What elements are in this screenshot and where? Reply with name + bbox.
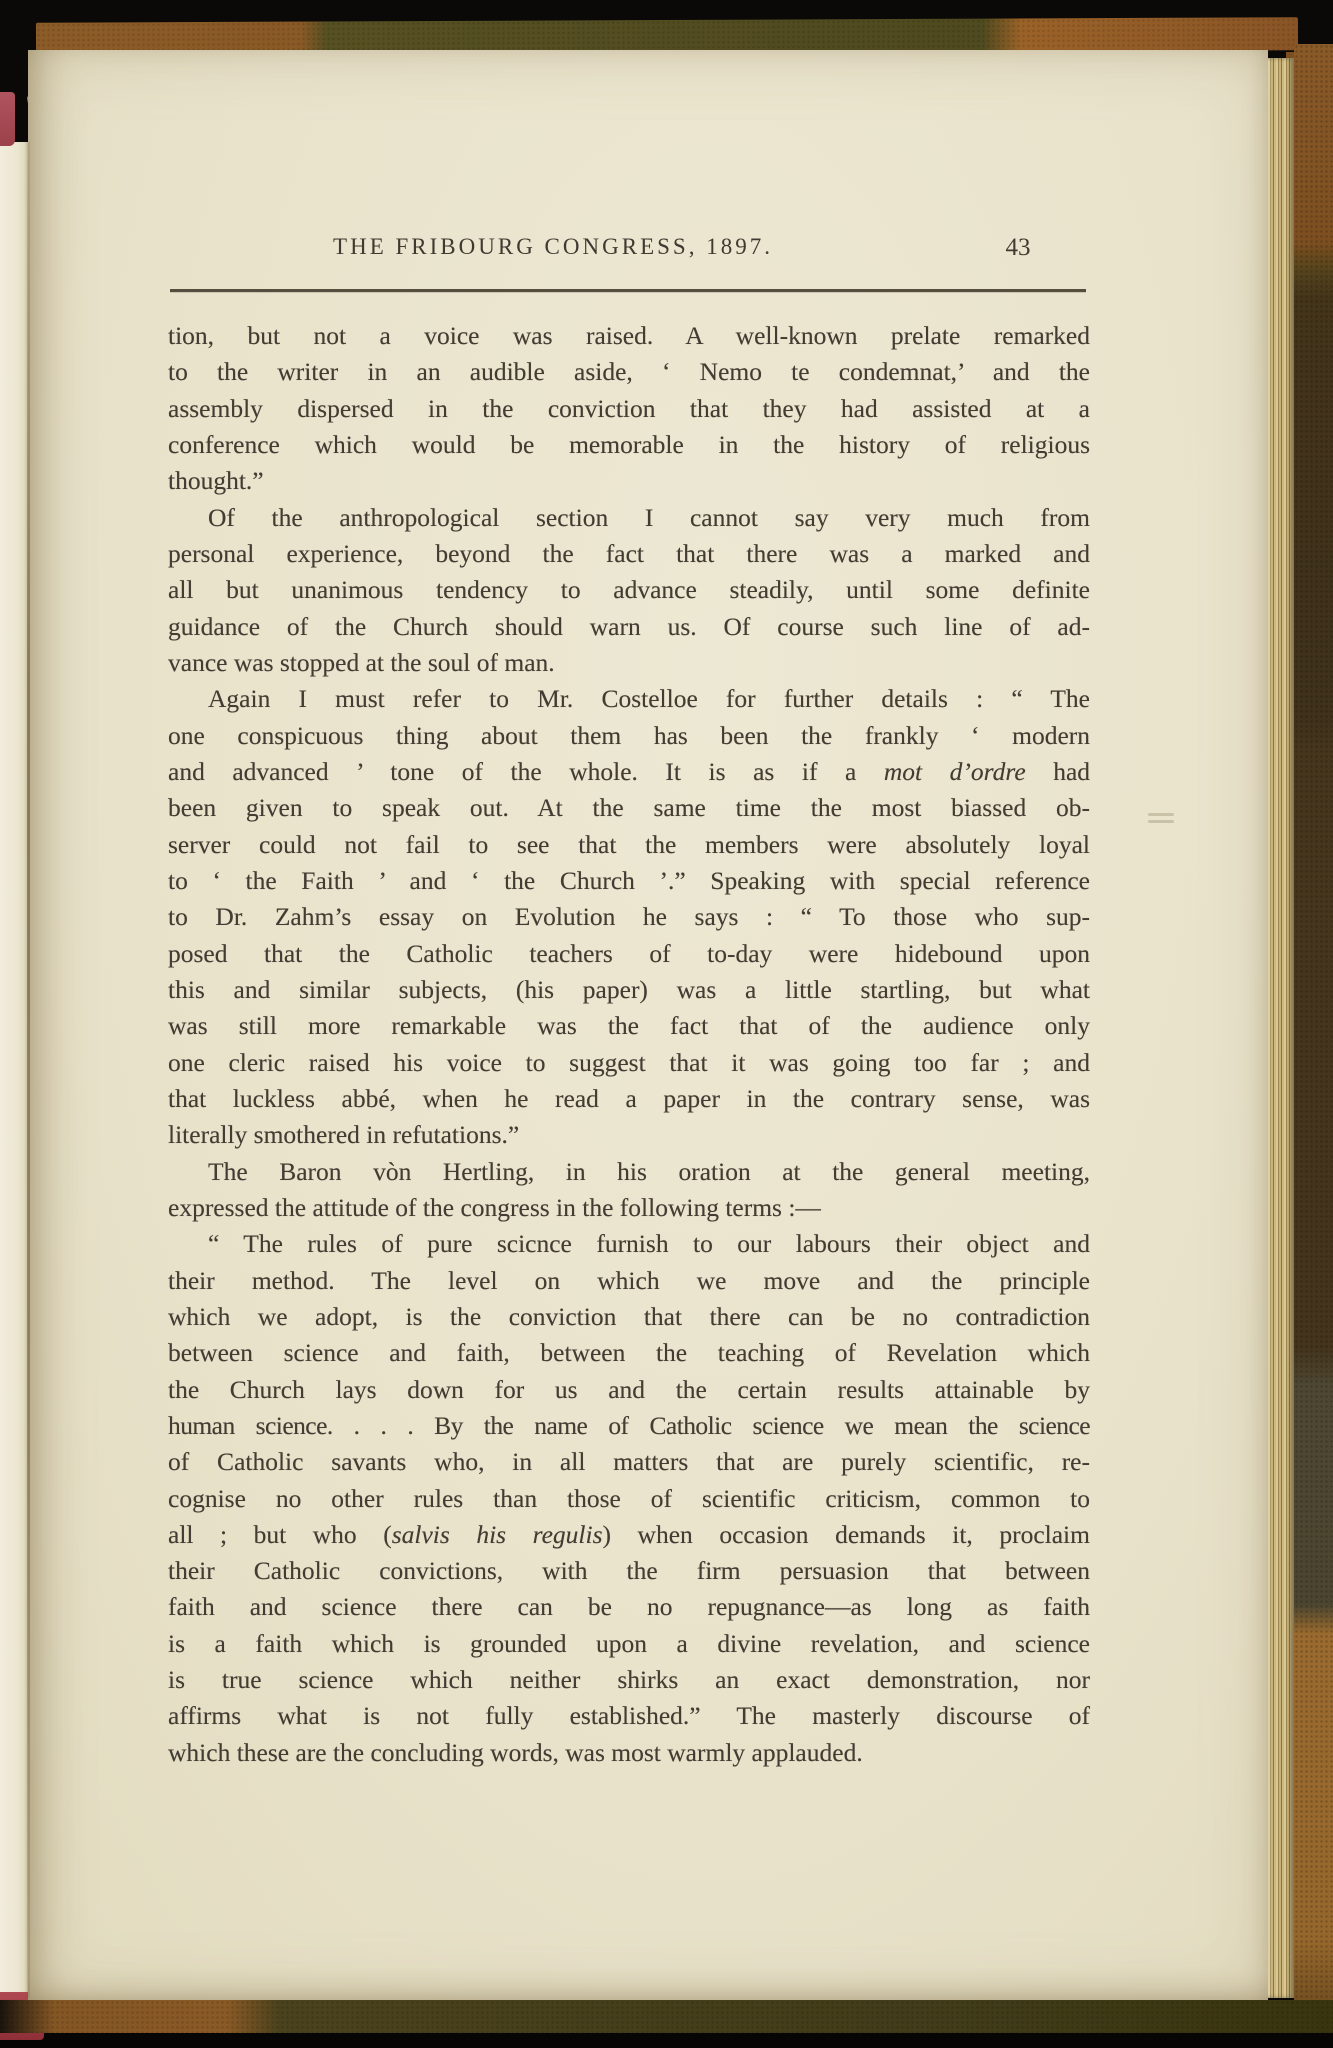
- text-line: [168, 1190, 1090, 1226]
- text-line: [168, 1226, 1090, 1262]
- text-line: [168, 790, 1090, 826]
- text-segment: personal experience, beyond the fact that there was a marked and: [168, 538, 1090, 568]
- text-segment: that luckless abbé, when he read a paper in the contrary sense, was: [168, 1083, 1090, 1113]
- italic-text: mot d’ordre: [883, 756, 1026, 786]
- text-segment: tion, but not a voice was raised. A well-known prelate remarked: [168, 321, 1090, 350]
- text-line: [168, 609, 1090, 645]
- text-line: [168, 1045, 1090, 1081]
- header-rule: [170, 289, 1086, 292]
- text-segment: guidance of the Church should warn us. Of course such line of ad-: [168, 611, 1090, 641]
- text-segment: server could not fail to see that the members were absolutely loyal: [168, 829, 1090, 859]
- text-segment: literally smothered in refutations.”: [168, 1120, 520, 1150]
- text-line: [168, 754, 1090, 790]
- text-segment: posed that the Catholic teachers of to-day were hidebound upon: [168, 938, 1090, 968]
- book-page: [28, 50, 1268, 2002]
- text-line: [168, 718, 1090, 754]
- text-segment: of Catholic savants who, in all matters that are purely scientific, re-: [168, 1447, 1090, 1477]
- text-line: [168, 1335, 1090, 1371]
- text-segment: is true science which neither shirks an exact demonstration, nor: [168, 1665, 1090, 1695]
- text-segment: to Dr. Zahm’s essay on Evolution he says : “ To those who sup-: [168, 902, 1090, 932]
- text-segment: had: [1025, 756, 1091, 786]
- text-line: [168, 899, 1090, 935]
- text-segment: thought.”: [168, 466, 264, 496]
- text-line: [168, 1444, 1090, 1480]
- book-cover-bottom-edge: [0, 2000, 1333, 2033]
- text-segment: vance was stopped at the soul of man.: [168, 647, 555, 677]
- italic-text: salvis his regulis: [391, 1519, 603, 1549]
- text-segment: been given to speak out. At the same time the most biassed ob-: [168, 793, 1090, 823]
- text-segment: human science. . . . By the name of Catholic science we mean the science: [168, 1410, 1090, 1440]
- text-line: [168, 354, 1090, 390]
- page-body-text: [168, 318, 1090, 1771]
- text-line: [168, 645, 1090, 681]
- text-line: [168, 827, 1090, 863]
- text-segment: is a faith which is grounded upon a divine revelation, and science: [168, 1628, 1090, 1658]
- text-segment: this and similar subjects, (his paper) was a little startling, but what: [168, 974, 1090, 1004]
- text-line: [168, 972, 1090, 1008]
- text-line: [168, 536, 1090, 572]
- text-segment: was still more remarkable was the fact that of the audience only: [168, 1011, 1090, 1041]
- text-segment: one cleric raised his voice to suggest that it was going too far ; and: [168, 1047, 1090, 1077]
- text-line: [168, 1154, 1090, 1190]
- text-segment: one conspicuous thing about them has been the frankly ‘ modern: [168, 720, 1090, 750]
- book-spine-right: [1294, 44, 1333, 2019]
- text-line: [168, 500, 1090, 536]
- text-line: [168, 863, 1090, 899]
- page-number: 43: [1005, 234, 1031, 261]
- text-line: [168, 1626, 1090, 1662]
- text-line: [168, 1008, 1090, 1044]
- text-segment: affirms what is not fully established.” The masterly discourse of: [168, 1701, 1090, 1731]
- text-segment: expressed the attitude of the congress in the following terms :—: [168, 1192, 821, 1222]
- text-segment: which these are the concluding words, was most warmly applauded.: [168, 1737, 863, 1767]
- text-line: [168, 1081, 1090, 1117]
- text-line: [168, 1299, 1090, 1335]
- text-segment: the Church lays down for us and the certain results attainable by: [168, 1374, 1090, 1404]
- text-segment: between science and faith, between the teaching of Revelation which: [168, 1338, 1090, 1368]
- text-line: [168, 1698, 1090, 1734]
- text-line: [168, 1372, 1090, 1408]
- text-segment: and advanced ’ tone of the whole. It is as if a: [168, 756, 884, 786]
- text-segment: conference which would be memorable in the history of religious: [168, 429, 1090, 459]
- text-segment: to ‘ the Faith ’ and ‘ the Church ’.” Speaking with special reference: [168, 865, 1090, 895]
- text-line: [168, 936, 1090, 972]
- text-segment: assembly dispersed in the conviction that they had assisted at a: [168, 393, 1090, 423]
- scan-artifact: [1148, 820, 1174, 823]
- text-line: [168, 1735, 1090, 1771]
- text-segment: their method. The level on which we move and the principle: [168, 1265, 1090, 1295]
- text-segment: all ; but who (: [168, 1519, 392, 1549]
- text-line: [168, 391, 1090, 427]
- text-segment: Again I must refer to Mr. Costelloe for further details : “ The: [208, 684, 1090, 714]
- text-line: [168, 1662, 1090, 1698]
- page-edges-gilt: [1268, 58, 1294, 1998]
- text-line: [168, 1117, 1090, 1153]
- marbled-endpaper-red: [0, 92, 15, 146]
- scan-artifact: [1148, 813, 1174, 816]
- text-line: [168, 1408, 1090, 1444]
- text-segment: which we adopt, is the conviction that there can be no contradiction: [168, 1301, 1090, 1331]
- page-crease-line: [27, 142, 30, 1998]
- text-line: [168, 572, 1090, 608]
- text-line: [168, 1553, 1090, 1589]
- text-segment: ) when occasion demands it, proclaim: [602, 1519, 1090, 1549]
- text-segment: “ The rules of pure scicnce furnish to our labours their object and: [208, 1229, 1090, 1259]
- running-title: THE FRIBOURG CONGRESS, 1897.: [333, 234, 773, 259]
- text-line: [168, 1263, 1090, 1299]
- text-line: [168, 1589, 1090, 1625]
- text-segment: Of the anthropological section I cannot say very much from: [208, 502, 1090, 532]
- text-line: [168, 427, 1090, 463]
- text-segment: their Catholic convictions, with the firm persuasion that between: [168, 1556, 1090, 1586]
- text-line: [168, 1517, 1090, 1553]
- text-segment: faith and science there can be no repugnance—as long as faith: [168, 1592, 1090, 1622]
- text-segment: to the writer in an audible aside, ‘ Nemo te condemnat,’ and the: [168, 357, 1090, 387]
- text-line: [168, 681, 1090, 717]
- text-line: [168, 318, 1090, 354]
- text-line: [168, 463, 1090, 499]
- text-segment: The Baron vòn Hertling, in his oration at the general meeting,: [208, 1156, 1090, 1186]
- text-segment: cognise no other rules than those of scientific criticism, common to: [168, 1483, 1090, 1513]
- text-line: [168, 1481, 1090, 1517]
- text-segment: all but unanimous tendency to advance steadily, until some definite: [168, 575, 1090, 605]
